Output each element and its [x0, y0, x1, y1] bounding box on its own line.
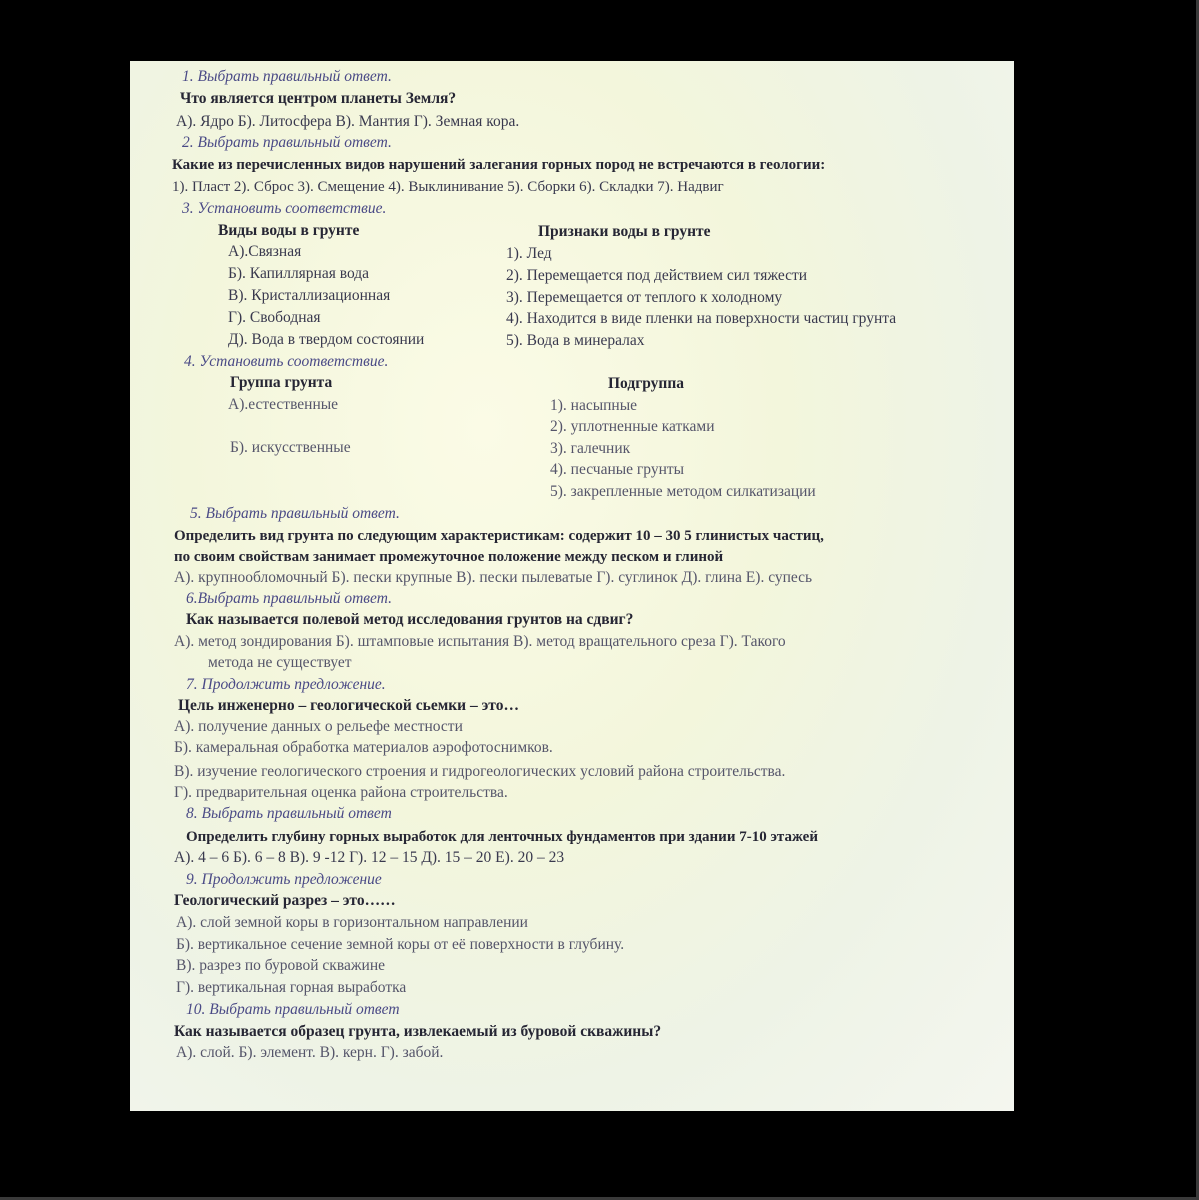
q3-right-item: 2). Перемещается под действием сил тяжести — [506, 267, 808, 284]
q3-instruction: 3. Установить соответствие. — [182, 200, 387, 217]
q8-instruction: 8. Выбрать правильный ответ — [186, 805, 392, 822]
q3-left-item: В). Кристаллизационная — [228, 287, 391, 304]
q7-option: А). получение данных о рельефе местности — [174, 718, 463, 735]
q7-option: Б). камеральная обработка материалов аэрофотоснимков. — [174, 739, 553, 756]
q1-options: А). Ядро Б). Литосфера В). Мантия Г). Земная кора. — [176, 113, 520, 130]
q4-left-header: Группа грунта — [230, 374, 333, 391]
q1-instruction: 1. Выбрать правильный ответ. — [182, 68, 392, 85]
q6-options: А). метод зондирования Б). штамповые испытания В). метод вращательного среза Г). Такого — [174, 633, 786, 650]
q4-right-header: Подгруппа — [608, 375, 685, 392]
q5-question: Определить вид грунта по следующим характеристикам: содержит 10 – 30 5 глинистых частиц, — [174, 528, 824, 544]
q8-question: Определить глубину горных выработок для ленточных фундаментов при здании 7-10 этажей — [186, 829, 818, 845]
q9-option: Б). вертикальное сечение земной коры от её поверхности в глубину. — [176, 936, 625, 953]
q7-option: В). изучение геологического строения и гидрогеологических условий района строительства. — [174, 763, 786, 780]
q9-option: В). разрез по буровой скважине — [176, 957, 386, 974]
q4-instruction: 4. Установить соответствие. — [184, 353, 389, 370]
q4-left-item: А).естественные — [228, 396, 339, 413]
q6-instruction: 6.Выбрать правильный ответ. — [186, 590, 392, 607]
q10-question: Как называется образец грунта, извлекаемый из буровой скважины? — [174, 1023, 662, 1040]
q4-right-item: 4). песчаные грунты — [550, 461, 685, 478]
q7-option: Г). предварительная оценка района строительства. — [174, 784, 508, 801]
q9-instruction: 9. Продолжить предложение — [186, 871, 382, 888]
q10-instruction: 10. Выбрать правильный ответ — [186, 1001, 400, 1018]
q6-question: Как называется полевой метод исследования грунтов на сдвиг? — [186, 611, 634, 628]
q4-right-item: 5). закрепленные методом силкатизации — [550, 483, 816, 500]
q4-right-item: 1). насыпные — [550, 397, 638, 414]
q8-options: А). 4 – 6 Б). 6 – 8 В). 9 -12 Г). 12 – 15 Д). 15 – 20 Е). 20 – 23 — [174, 849, 565, 866]
q9-question: Геологический разрез – это…… — [174, 892, 396, 909]
q3-left-item: Б). Капиллярная вода — [228, 265, 370, 282]
q3-right-item: 4). Находится в виде пленки на поверхности частиц грунта — [506, 310, 897, 327]
q3-right-item: 3). Перемещается от теплого к холодному — [506, 289, 783, 306]
q7-question: Цель инженерно – геологической сьемки – это… — [178, 697, 519, 714]
q2-options: 1). Пласт 2). Сброс 3). Смещение 4). Выклинивание 5). Сборки 6). Складки 7). Надвиг — [172, 179, 724, 195]
q5-question: по своим свойствам занимает промежуточное положение между песком и глиной — [174, 549, 724, 565]
test-sheet — [130, 61, 1014, 1111]
q10-options: А). слой. Б). элемент. В). керн. Г). забой. — [176, 1044, 444, 1061]
q4-left-item: Б). искусственные — [230, 439, 351, 456]
q2-instruction: 2. Выбрать правильный ответ. — [182, 134, 392, 151]
q9-option: А). слой земной коры в горизонтальном направлении — [176, 914, 528, 931]
q3-left-item: Г). Свободная — [228, 309, 321, 326]
q3-left-header: Виды воды в грунте — [218, 222, 360, 239]
q7-instruction: 7. Продолжить предложение. — [186, 676, 386, 693]
q3-right-item: 1). Лед — [506, 245, 552, 262]
q3-left-item: А).Связная — [228, 243, 302, 260]
q5-instruction: 5. Выбрать правильный ответ. — [190, 505, 400, 522]
q6-options: метода не существует — [208, 654, 352, 671]
q4-right-item: 3). галечник — [550, 440, 631, 457]
q3-right-item: 5). Вода в минералах — [506, 332, 645, 349]
q4-right-item: 2). уплотненные катками — [550, 418, 715, 435]
q1-question: Что является центром планеты Земля? — [180, 90, 457, 107]
q2-question: Какие из перечисленных видов нарушений залегания горных пород не встречаются в геологии: — [172, 157, 826, 173]
q3-right-header: Признаки воды в грунте — [538, 223, 711, 240]
q5-options: А). крупнообломочный Б). пески крупные В). пески пылеватые Г). суглинок Д). глина Е). супесь — [174, 569, 813, 586]
q9-option: Г). вертикальная горная выработка — [176, 979, 407, 996]
q3-left-item: Д). Вода в твердом состоянии — [228, 331, 425, 348]
